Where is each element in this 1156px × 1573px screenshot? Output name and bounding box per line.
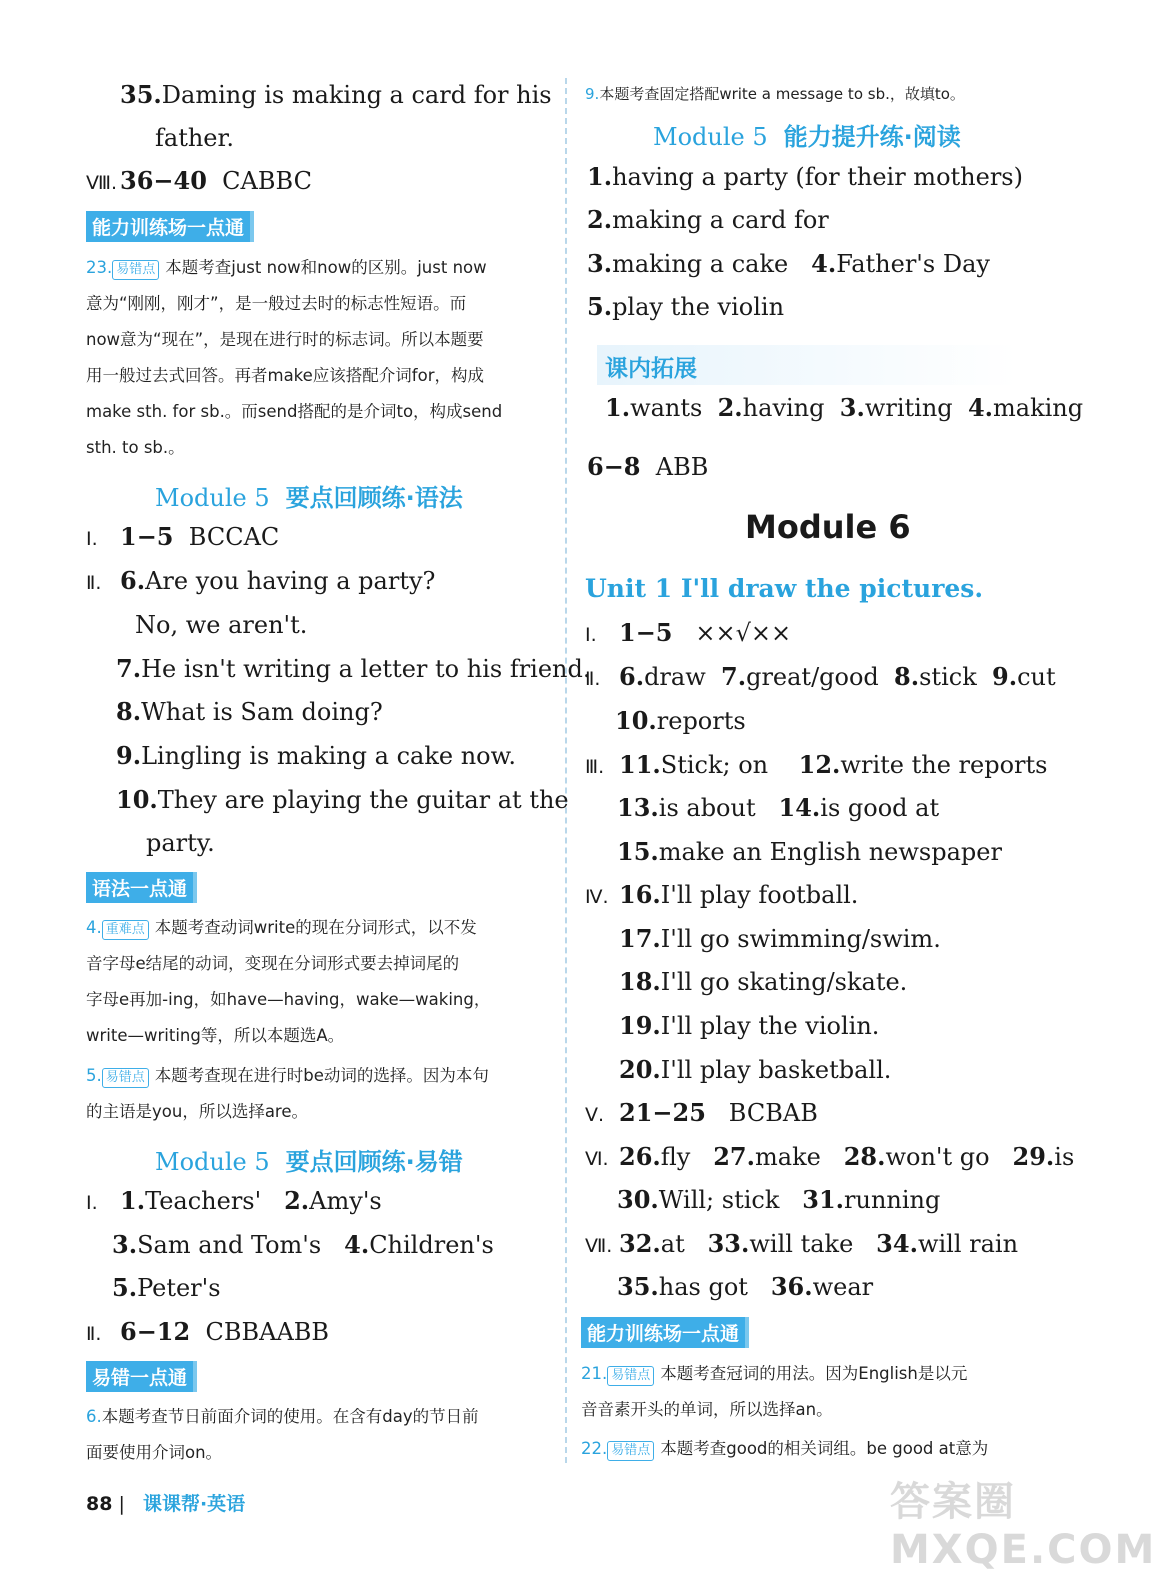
note-9: 9.本题考查固定搭配write a message to sb.，故填to。 — [585, 85, 965, 103]
answer-7: 7.He isn't writing a letter to his friend. — [116, 654, 591, 683]
unit-answer-16: Ⅳ. 16.I'll play football. — [585, 880, 859, 909]
error-section-ii: Ⅱ. 6−12 CBBAABB — [86, 1317, 330, 1346]
page-number: 88 — [86, 1493, 113, 1515]
unit-answer-13-14: 13.is about 14.is good at — [617, 793, 940, 822]
heading-module5-grammar: Module 5 要点回顾练·语法 — [155, 484, 463, 512]
error-answers-row3: 5.Peter's — [112, 1273, 221, 1302]
heading-extend: 课内拓展 — [605, 356, 697, 382]
page-footer — [86, 1489, 245, 1516]
unit-answer-17: 17.I'll go swimming/swim. — [619, 924, 941, 953]
footer-separator: | — [118, 1493, 125, 1515]
unit-section-ii: Ⅱ. 6.draw 7.great/good 8.stick 9.cut — [585, 662, 1056, 691]
unit-answer-15: 15.make an English newspaper — [617, 837, 1002, 866]
answer-35: 35.Daming is making a card for his — [120, 80, 552, 109]
unit-1-title: Unit 1 I'll draw the pictures. — [585, 574, 984, 603]
extend-1-4: 1.wants 2.having 3.writing 4.making — [605, 393, 1084, 422]
answer-8: 8.What is Sam doing? — [116, 697, 383, 726]
answer-9: 9.Lingling is making a cake now. — [116, 741, 516, 770]
answer-10-cont: party. — [146, 829, 215, 857]
error-answers-row2: 3.Sam and Tom's 4.Children's — [112, 1230, 494, 1259]
reading-3-4: 3.making a cake 4.Father's Day — [587, 249, 990, 278]
error-answers-row1: Ⅰ. 1.Teachers' 2.Amy's — [86, 1186, 382, 1215]
reading-2: 2.making a card for — [587, 205, 829, 234]
tag-ability-training: 能力训练场一点通 — [86, 211, 254, 242]
answer-10: 10.They are playing the guitar at the — [116, 785, 569, 814]
note-23: 23. 易错点 本题考查just now和now的区别。just now 意为“刚刚，刚才”，是一般过去时的标志性短语。而 now意为“现在”，是现在进行时的标志词。所以本题要 用一般过去式回答。再者make应该搭配介词for，构成 make sth. for sb.。而send搭配的是介词to，构成send sth. to sb.。 — [86, 258, 503, 457]
tag-ability-training-2: 能力训练场一点通 — [581, 1317, 749, 1348]
answer-6: Ⅱ. 6.Are you having a party? — [86, 566, 436, 595]
unit-answer-18: 18.I'll go skating/skate. — [619, 967, 908, 996]
note-6: 6.本题考查节日前面介词的使用。在含有day的节日前 面要使用介词on。 — [86, 1407, 479, 1462]
module-6-title: Module 6 — [745, 508, 911, 546]
answer-6b: No, we aren't. — [135, 611, 308, 639]
note-22: 22. 易错点 本题考查good的相关词组。be good at意为 — [581, 1431, 1051, 1467]
note-4: 4. 重难点 本题考查动词write的现在分词形式，以不发 音字母e结尾的动词，变现在分词形式要去掉词尾的 字母e再加-ing，如have—having，wake—waking， write—writing等，所以本题选A。 — [86, 918, 491, 1045]
tag-grammar: 语法一点通 — [86, 872, 197, 903]
unit-answer-20: 20.I'll play basketball. — [619, 1055, 892, 1084]
unit-section-i: Ⅰ. 1−5 ××√×× — [585, 618, 792, 647]
heading-module5-reading: Module 5 能力提升练·阅读 — [653, 123, 961, 151]
reading-5: 5.play the violin — [587, 292, 785, 321]
heading-module5-errors: Module 5 要点回顾练·易错 — [155, 1148, 463, 1176]
unit-section-vii: Ⅶ. 32.at 33.will take 34.will rain — [585, 1229, 1019, 1258]
tag-errors: 易错一点通 — [86, 1361, 197, 1392]
watermark-logo: 答案圈 MXQE.COM — [890, 1479, 1156, 1573]
note-5: 5. 易错点 本题考查现在进行时be动词的选择。因为本句 的主语是you，所以选择are。 — [86, 1066, 489, 1121]
unit-section-v: Ⅴ. 21−25 BCBAB — [585, 1098, 818, 1127]
section-viii: Ⅷ. 36−40 CABBC — [86, 166, 312, 195]
section-i: Ⅰ. 1−5 BCCAC — [86, 522, 280, 551]
answer-35-cont: father. — [155, 124, 234, 152]
reading-1: 1.having a party (for their mothers) — [587, 162, 1023, 191]
unit-answer-19: 19.I'll play the violin. — [619, 1011, 880, 1040]
unit-answer-30-31: 30.Will; stick 31.running — [617, 1185, 941, 1214]
unit-section-vi: Ⅵ. 26.fly 27.make 28.won't go 29.is — [585, 1142, 1075, 1171]
column-divider — [565, 78, 567, 1463]
extend-6-8: 6−8 ABB — [587, 452, 709, 481]
book-title: 课课帮·英语 — [142, 1493, 246, 1515]
note-21: 21. 易错点 本题考查冠词的用法。因为English是以元 音音素开头的单词，所以选择an。 — [581, 1364, 968, 1419]
unit-answer-35-36: 35.has got 36.wear — [617, 1272, 874, 1301]
unit-section-iii: Ⅲ. 11.Stick; on 12.write the reports — [585, 750, 1048, 779]
unit-answer-10: 10.reports — [615, 706, 746, 735]
